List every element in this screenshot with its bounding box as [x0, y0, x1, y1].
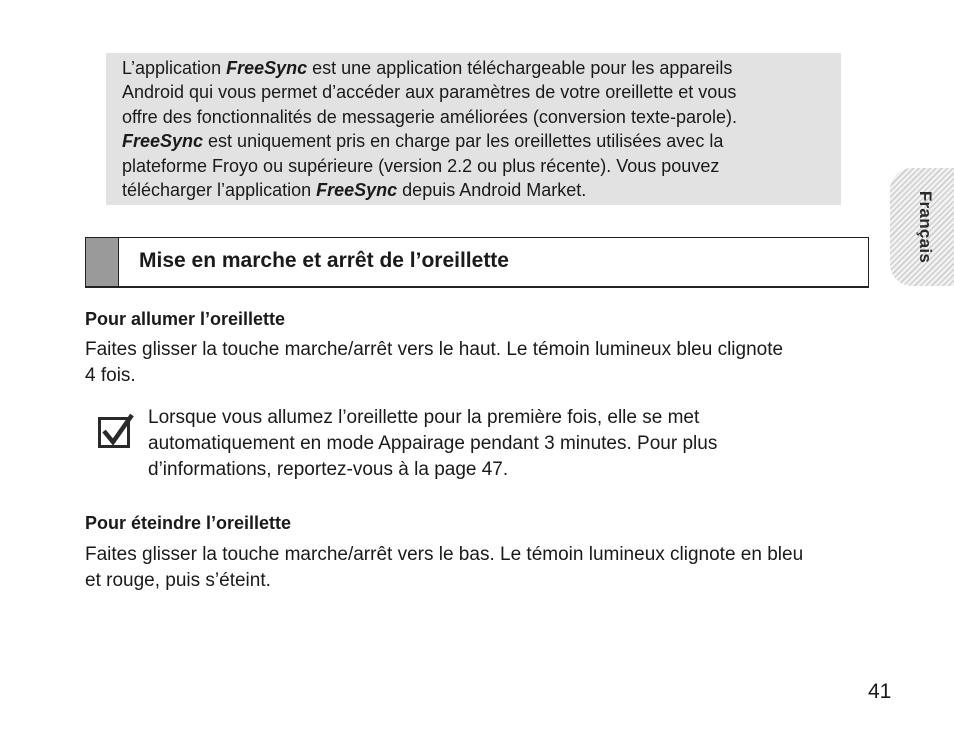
section-title: Mise en marche et arrêt de l’oreillette [139, 249, 509, 272]
tip-line: automatiquement en mode Appairage pendant 3 minutes. Pour plus [148, 433, 718, 454]
note-line [122, 105, 825, 129]
note-line [122, 129, 825, 153]
tip-line: d’informations, reportez-vous à la page 47. [148, 459, 509, 480]
section-header [85, 237, 869, 288]
note-text: depuis Android Market. [397, 180, 587, 201]
tip-text [148, 405, 828, 483]
page-number: 41 [868, 680, 892, 703]
note-line [122, 80, 825, 104]
body-line: Faites glisser la touche marche/arrêt vers le bas. Le témoin lumineux clignote en bleu [85, 544, 804, 565]
section-marker [86, 238, 119, 286]
freesync-brand-name: FreeSync [316, 180, 398, 201]
note-text: offre des fonctionnalités de messagerie améliorées (conversion texte-parole). [122, 106, 737, 127]
body-line: Faites glisser la touche marche/arrêt vers le haut. Le témoin lumineux bleu clignote [85, 339, 784, 360]
power-off-text [85, 542, 865, 594]
note-text: est une application téléchargeable pour les appareils [307, 58, 733, 78]
freesync-brand-name: FreeSync [226, 58, 308, 78]
note-text: est uniquement pris en charge par les oreillettes utilisées avec la [203, 131, 724, 152]
note-text: plateforme Froyo ou supérieure (version 2.2 ou plus récente). Vous pouvez [122, 155, 720, 176]
power-off-heading: Pour éteindre l’oreillette [85, 513, 292, 533]
checkbox-check-icon [98, 413, 134, 449]
freesync-brand-name: FreeSync [122, 131, 204, 152]
note-text: L’application [122, 58, 227, 78]
freesync-note-box [106, 53, 841, 205]
power-on-heading: Pour allumer l’oreillette [85, 309, 286, 329]
body-line: 4 fois. [85, 365, 136, 386]
note-line [122, 178, 825, 202]
power-on-text [85, 337, 865, 389]
language-tab-label: Français [916, 190, 935, 264]
note-line [122, 56, 825, 80]
body-line: et rouge, puis s’éteint. [85, 570, 271, 591]
tip-line: Lorsque vous allumez l’oreillette pour la première fois, elle se met [148, 407, 700, 428]
note-text: Android qui vous permet d’accéder aux paramètres de votre oreillette et vous [122, 82, 737, 103]
note-line [122, 154, 825, 178]
note-text: télécharger l’application [122, 180, 317, 201]
